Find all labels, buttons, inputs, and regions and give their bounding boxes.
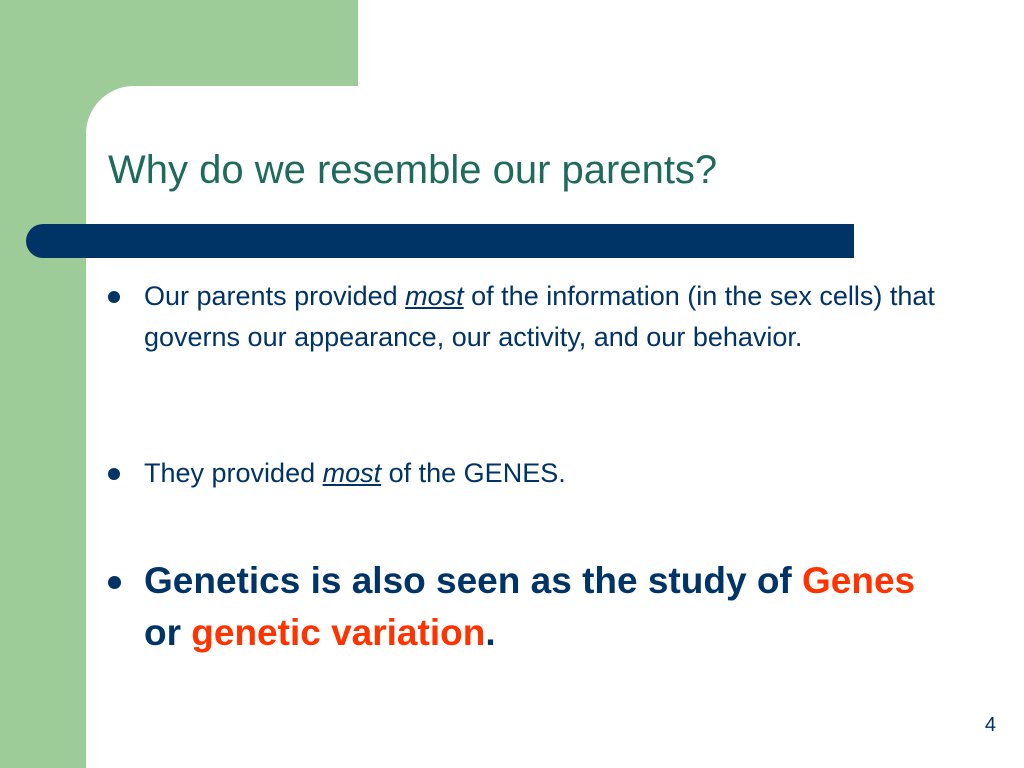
bullet-text-start: Our parents provided — [144, 281, 406, 311]
bullet-text-start: Genetics is also seen as the study of — [144, 560, 803, 601]
bullet-text-middle: or — [144, 612, 192, 653]
bullet-text — [144, 276, 938, 358]
bullet-text-end: . — [485, 612, 496, 653]
bullet-text-end: of the information (in the sex cells) that governs our appearance, our activity, and our behavior. — [144, 281, 935, 352]
highlight-genes: Genes — [802, 560, 916, 601]
bullet-text-start: They provided — [144, 458, 323, 488]
bullet-icon — [108, 468, 120, 480]
emphasis-word: most — [405, 281, 464, 311]
bullet-text — [144, 555, 958, 659]
bullet-icon — [108, 291, 120, 303]
bullet-text-end: of the GENES. — [381, 458, 566, 488]
emphasis-word: most — [322, 458, 382, 488]
slide-number: 4 — [984, 714, 996, 736]
bullet-item-1 — [108, 276, 938, 358]
bullet-icon — [108, 576, 121, 589]
slide-title: Why do we resemble our parents? — [108, 148, 718, 192]
highlight-genetic-variation: genetic variation — [191, 612, 486, 653]
bullet-item-2 — [108, 453, 938, 494]
bullet-text — [144, 453, 938, 494]
bullet-item-3 — [108, 555, 958, 659]
title-underline-bar — [26, 224, 854, 258]
